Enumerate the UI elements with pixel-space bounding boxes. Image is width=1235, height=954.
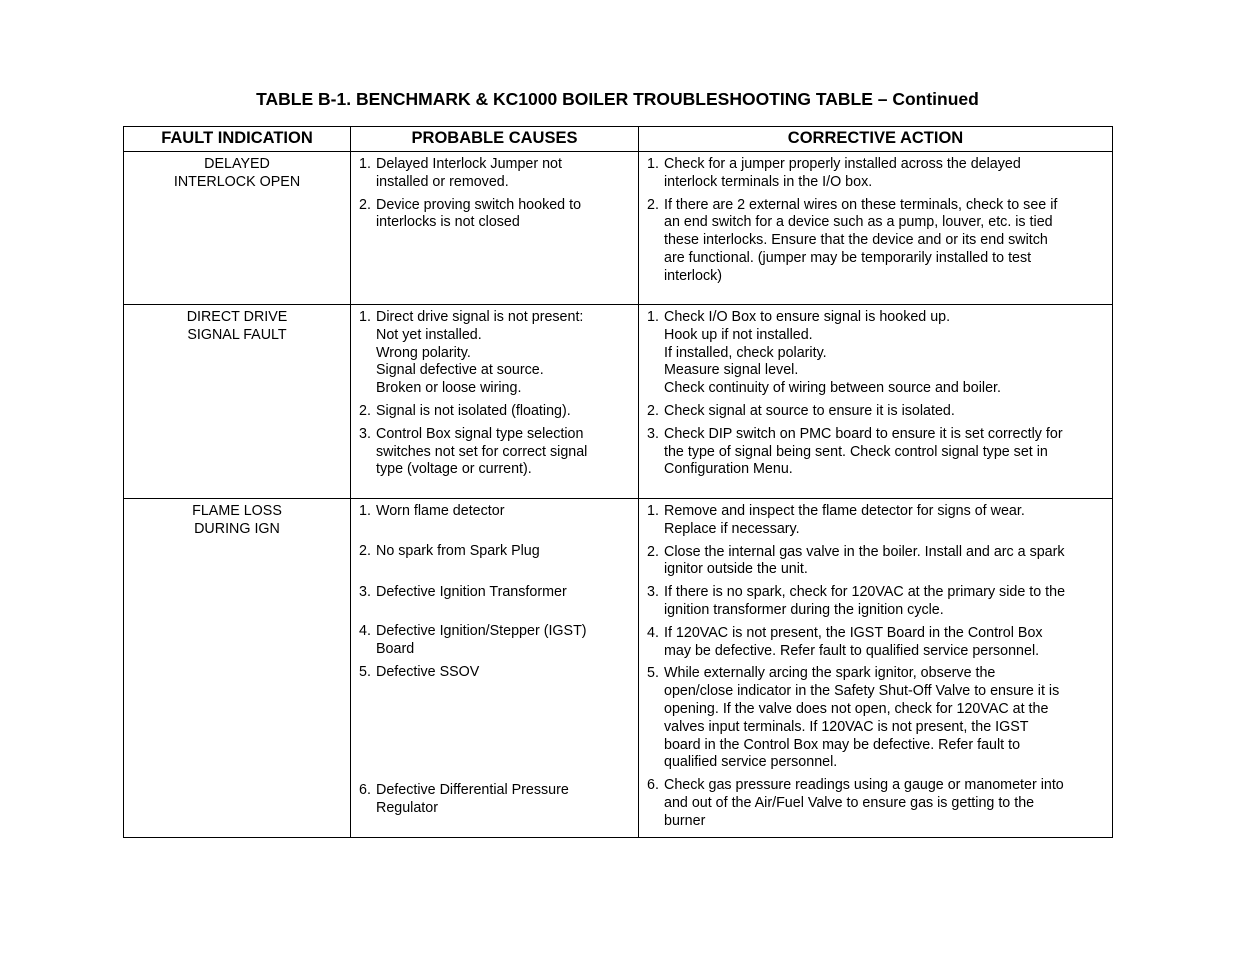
item-number: 5. [359, 663, 371, 680]
fault-text: FLAME LOSS [192, 503, 282, 519]
item-text: Control Box signal type selection [376, 425, 584, 442]
item-text: qualified service personnel. [664, 754, 838, 771]
cause-item [359, 156, 630, 192]
item-number: 3. [647, 584, 659, 601]
item-text: Check DIP switch on PMC board to ensure it is set correctly for [664, 425, 1063, 442]
action-item [647, 309, 1104, 398]
item-text: Check continuity of wiring between source and boiler. [664, 380, 1001, 397]
item-text: Device proving switch hooked to [376, 196, 582, 213]
item-text: ignitor outside the unit. [664, 561, 808, 578]
fault-indication-cell [124, 152, 351, 305]
action-item [647, 625, 1104, 661]
cause-item [359, 309, 630, 398]
fault-text: DELAYED [204, 156, 270, 172]
fault-text: DIRECT DRIVE [186, 309, 288, 325]
item-number: 1. [359, 156, 371, 172]
item-text: Direct drive signal is not present: [376, 309, 584, 325]
item-number: 4. [647, 624, 659, 641]
item-text: burner [664, 812, 706, 829]
cause-item [359, 782, 630, 818]
item-number: 2. [359, 542, 371, 559]
item-text: installed or removed. [376, 173, 509, 190]
item-text: interlock terminals in the I/O box. [664, 173, 873, 190]
item-number: 1. [647, 309, 659, 325]
item-text: board in the Control Box may be defective. Refer fault to [664, 736, 1021, 753]
corrective-action-cell [639, 499, 1113, 838]
item-text: an end switch for a device such as a pump, louver, etc. is tied [664, 214, 1053, 231]
header-row [124, 127, 1113, 152]
cause-item [359, 197, 630, 233]
item-number: 2. [647, 543, 659, 560]
item-text: Replace if necessary. [664, 520, 800, 537]
header-probable-causes: PROBABLE CAUSES [351, 127, 639, 152]
action-item [647, 426, 1104, 479]
corrective-action-cell [639, 305, 1113, 499]
table-row [124, 152, 1113, 305]
table-row [124, 305, 1113, 499]
item-number: 1. [647, 503, 659, 519]
item-text: opening. If the valve does not open, check for 120VAC at the [664, 700, 1049, 717]
item-text: Broken or loose wiring. [376, 380, 522, 397]
item-text: type (voltage or current). [376, 461, 532, 478]
item-number: 2. [359, 196, 371, 213]
item-text: Check gas pressure readings using a gauge or manometer into [664, 777, 1064, 794]
item-text: Worn flame detector [376, 503, 505, 519]
action-item [647, 777, 1104, 830]
item-number: 2. [647, 196, 659, 213]
item-text: ignition transformer during the ignition cycle. [664, 601, 944, 618]
action-item [647, 665, 1104, 772]
item-text: Configuration Menu. [664, 461, 793, 478]
table-title: TABLE B-1. BENCHMARK & KC1000 BOILER TROUBLESHOOTING TABLE – Continued [256, 89, 979, 109]
item-text: Signal defective at source. [376, 362, 544, 379]
item-text: Check I/O Box to ensure signal is hooked up. [664, 309, 951, 325]
probable-causes-cell [351, 499, 639, 838]
item-number: 2. [647, 402, 659, 419]
item-text: No spark from Spark Plug [376, 542, 540, 559]
item-number: 4. [359, 623, 371, 640]
fault-text: DURING IGN [194, 520, 280, 537]
item-number: 6. [359, 781, 371, 798]
item-text: Defective Ignition Transformer [376, 583, 567, 600]
item-text: Close the internal gas valve in the boiler. Install and arc a spark [664, 543, 1065, 560]
item-text: Wrong polarity. [376, 344, 471, 361]
item-text: Defective Differential Pressure [376, 781, 569, 798]
item-number: 1. [359, 503, 371, 519]
cause-item [359, 543, 630, 561]
item-text: If there are 2 external wires on these terminals, check to see if [664, 196, 1058, 213]
action-item [647, 156, 1104, 192]
item-text: Remove and inspect the flame detector for signs of wear. [664, 503, 1025, 519]
action-item [647, 403, 1104, 421]
action-item [647, 584, 1104, 620]
item-text: interlock) [664, 267, 722, 284]
item-text: If there is no spark, check for 120VAC at the primary side to the [664, 584, 1066, 601]
item-text: Defective SSOV [376, 663, 480, 680]
item-number: 2. [359, 402, 371, 419]
item-text: If installed, check polarity. [664, 344, 827, 361]
item-text: Hook up if not installed. [664, 326, 813, 343]
item-number: 1. [647, 156, 659, 172]
item-text: are functional. (jumper may be temporarily installed to test [664, 249, 1032, 266]
item-text: these interlocks. Ensure that the device and or its end switch [664, 232, 1048, 249]
cause-item [359, 623, 630, 659]
item-text: interlocks is not closed [376, 214, 520, 231]
item-number: 3. [647, 425, 659, 442]
item-text: While externally arcing the spark ignitor, observe the [664, 665, 996, 682]
header-corrective-action: CORRECTIVE ACTION [639, 127, 1113, 152]
action-item [647, 503, 1104, 539]
item-text: and out of the Air/Fuel Valve to ensure gas is getting to the [664, 794, 1035, 811]
item-text: Check for a jumper properly installed across the delayed [664, 156, 1021, 172]
item-text: open/close indicator in the Safety Shut-Off Valve to ensure it is [664, 683, 1060, 700]
cause-item [359, 503, 630, 521]
corrective-action-cell [639, 152, 1113, 305]
item-text: Defective Ignition/Stepper (IGST) [376, 623, 587, 640]
fault-text: INTERLOCK OPEN [173, 173, 301, 190]
item-text: switches not set for correct signal [376, 443, 588, 460]
cause-item [359, 584, 630, 602]
item-text: valves input terminals. If 120VAC is not present, the IGST [664, 718, 1029, 735]
fault-indication-cell [124, 499, 351, 838]
cause-item [359, 403, 630, 421]
item-number: 5. [647, 665, 659, 682]
cause-item [359, 664, 630, 682]
item-text: Not yet installed. [376, 326, 482, 343]
item-text: Measure signal level. [664, 362, 799, 379]
header-fault-indication: FAULT INDICATION [124, 127, 351, 152]
item-text: Signal is not isolated (floating). [376, 402, 571, 419]
cause-item [359, 426, 630, 479]
action-item [647, 197, 1104, 286]
item-text: Board [376, 641, 415, 658]
item-text: Regulator [376, 799, 438, 816]
item-text: Delayed Interlock Jumper not [376, 156, 562, 172]
troubleshooting-table [123, 126, 1113, 838]
item-text: Check signal at source to ensure it is isolated. [664, 402, 955, 419]
probable-causes-cell [351, 305, 639, 499]
item-number: 3. [359, 425, 371, 442]
item-text: If 120VAC is not present, the IGST Board in the Control Box [664, 624, 1043, 641]
fault-text: SIGNAL FAULT [187, 326, 287, 343]
item-number: 6. [647, 777, 659, 794]
item-text: may be defective. Refer fault to qualified service personnel. [664, 642, 1040, 659]
item-number: 3. [359, 583, 371, 600]
item-text: the type of signal being sent. Check control signal type set in [664, 443, 1048, 460]
fault-indication-cell [124, 305, 351, 499]
table-row [124, 499, 1113, 838]
item-number: 1. [359, 309, 371, 325]
probable-causes-cell [351, 152, 639, 305]
action-item [647, 544, 1104, 580]
